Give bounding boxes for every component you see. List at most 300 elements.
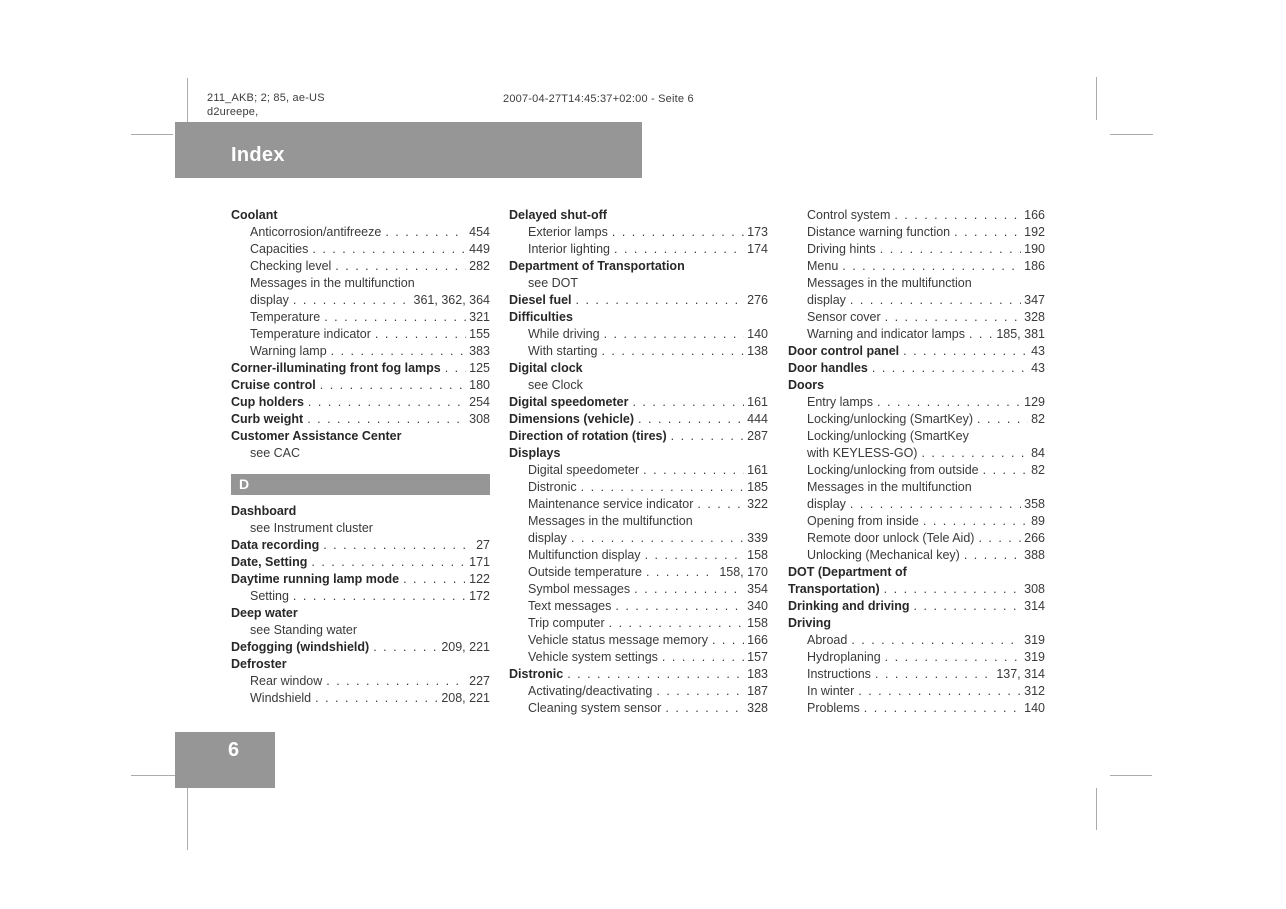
entry-label: see Clock [528,378,583,392]
entry-label: Locking/unlocking from outside [807,463,979,477]
index-entry [788,275,1045,292]
index-entry [788,462,1045,479]
entry-label: Exterior lamps [528,225,608,239]
dot-leader [697,496,744,513]
dot-leader [335,258,466,275]
index-entry [231,605,490,622]
index-entry [788,411,1045,428]
index-entry [788,428,1045,445]
index-entry [231,445,490,462]
entry-page-number: 161 [747,395,768,409]
crop-mark-top-left-h [131,134,173,135]
entry-label: While driving [528,327,600,341]
index-entry [231,428,490,445]
entry-label: Unlocking (Mechanical key) [807,548,960,562]
entry-label: Locking/unlocking (SmartKey) [807,412,974,426]
index-entry [788,632,1045,649]
chapter-title: Index [231,144,285,166]
entry-label: Driving [788,616,832,630]
entry-label: Outside temperature [528,565,642,579]
entry-label: Messages in the multifunction [807,480,972,494]
index-entry [509,411,768,428]
entry-label: Cruise control [231,378,316,392]
dot-leader [638,411,744,428]
entry-label: Corner-illuminating front fog lamps [231,361,441,375]
dot-leader [977,411,1028,428]
index-entry [231,571,490,588]
dot-leader [964,547,1021,564]
dot-leader [312,241,466,258]
entry-label: Department of Transportation [509,259,685,273]
entry-page-number: 129 [1024,395,1045,409]
entry-page-number: 43 [1031,361,1045,375]
entry-page-number: 183 [747,667,768,681]
dot-leader [604,326,745,343]
index-entry [788,615,1045,632]
entry-page-number: 125 [469,361,490,375]
entry-label: Displays [509,446,561,460]
entry-label: Problems [807,701,860,715]
entry-label: Data recording [231,538,320,552]
entry-page-number: 354 [747,582,768,596]
entry-label: Capacities [250,242,309,256]
dot-leader [954,224,1021,241]
dot-leader [872,360,1028,377]
index-entry [509,479,768,496]
entry-label: Daytime running lamp mode [231,572,400,586]
index-entry [788,292,1045,309]
dot-leader [615,598,744,615]
entry-page-number: 138 [747,344,768,358]
entry-page-number: 140 [747,327,768,341]
entry-label: Deep water [231,606,298,620]
entry-page-number: 186 [1024,259,1045,273]
entry-label: Maintenance service indicator [528,497,694,511]
entry-page-number: 161 [747,463,768,477]
entry-page-number: 27 [476,538,490,552]
dot-leader [373,639,438,656]
entry-label: Locking/unlocking (SmartKey [807,429,969,443]
entry-page-number: 361, 362, 364 [413,293,490,307]
dot-leader [601,343,744,360]
index-entry [509,241,768,258]
entry-page-number: 166 [1024,208,1045,222]
index-entry [788,445,1045,462]
dot-leader [320,377,466,394]
crop-mark-bottom-right-h [1110,775,1152,776]
entry-label: Checking level [250,259,332,273]
dot-leader [894,207,1021,224]
dot-leader [567,666,744,683]
entry-page-number: 308 [1024,582,1045,596]
entry-label: Diesel fuel [509,293,572,307]
index-entry [231,343,490,360]
entry-page-number: 254 [469,395,490,409]
entry-page-number: 444 [747,412,768,426]
index-entry [788,224,1045,241]
entry-page-number: 190 [1024,242,1045,256]
index-entry [509,598,768,615]
chapter-title-bar [175,122,642,178]
index-entry [509,394,768,411]
entry-label: with KEYLESS-GO) [807,446,918,460]
crop-mark-bottom-left-h [131,775,175,776]
entry-label: Transportation) [788,582,880,596]
print-meta [207,92,325,119]
dot-leader [445,360,466,377]
entry-page-number: 185 [747,480,768,494]
dot-leader [903,343,1028,360]
entry-page-number: 192 [1024,225,1045,239]
index-entry [788,564,1045,581]
dot-leader [612,224,744,241]
entry-page-number: 185, 381 [996,327,1045,341]
entry-label: Digital clock [509,361,583,375]
entry-page-number: 157 [747,650,768,664]
dot-leader [842,258,1021,275]
entry-label: Interior lighting [528,242,610,256]
entry-page-number: 328 [1024,310,1045,324]
index-entry [509,530,768,547]
entry-label: display [807,293,846,307]
index-entry [509,683,768,700]
entry-label: Entry lamps [807,395,873,409]
index-entry [231,554,490,571]
index-entry [509,564,768,581]
index-entry [231,537,490,554]
dot-leader [671,428,744,445]
entry-label: see Standing water [250,623,358,637]
dot-leader [323,537,473,554]
index-entry [788,547,1045,564]
dot-leader [403,571,466,588]
entry-label: Door control panel [788,344,900,358]
entry-page-number: 155 [469,327,490,341]
index-entry [231,207,490,224]
entry-page-number: 187 [747,684,768,698]
index-entry [509,309,768,326]
entry-label: Messages in the multifunction [528,514,693,528]
dot-leader [665,700,744,717]
index-entry [788,258,1045,275]
index-entry [509,377,768,394]
index-entry [788,683,1045,700]
index-entry [509,581,768,598]
index-entry [509,462,768,479]
entry-page-number: 173 [747,225,768,239]
entry-page-number: 340 [747,599,768,613]
entry-page-number: 266 [1024,531,1045,545]
index-entry [788,377,1045,394]
index-entry [788,343,1045,360]
index-entry [231,411,490,428]
dot-leader [662,649,744,666]
index-entry [231,258,490,275]
index-entry [509,496,768,513]
index-entry [509,445,768,462]
dot-leader [875,666,993,683]
dot-leader [643,462,744,479]
entry-label: Digital speedometer [509,395,629,409]
entry-page-number: 312 [1024,684,1045,698]
entry-label: Direction of rotation (tires) [509,429,667,443]
index-entry [231,275,490,292]
crop-mark-top-left-v [187,78,188,122]
entry-label: Opening from inside [807,514,919,528]
dot-leader [308,394,466,411]
entry-label: Digital speedometer [528,463,640,477]
entry-label: Trip computer [528,616,605,630]
index-entry [509,326,768,343]
index-entry [788,513,1045,530]
dot-leader [864,700,1021,717]
entry-page-number: 209, 221 [441,640,490,654]
entry-page-number: 276 [747,293,768,307]
index-entry [509,547,768,564]
entry-page-number: 122 [469,572,490,586]
index-entry [509,615,768,632]
index-entry [231,292,490,309]
entry-label: Menu [807,259,839,273]
dot-leader [632,394,744,411]
crop-mark-top-right-v [1096,77,1097,120]
entry-page-number: 89 [1031,514,1045,528]
dot-leader [614,241,744,258]
dot-leader [858,683,1021,700]
index-entry [788,207,1045,224]
entry-label: Dashboard [231,504,297,518]
dot-leader [315,690,438,707]
entry-page-number: 172 [469,589,490,603]
dot-leader [311,554,466,571]
entry-page-number: 158 [747,548,768,562]
dot-leader [884,581,1021,598]
index-entry [231,241,490,258]
print-meta-line2: d2ureepe, [207,105,259,118]
index-entry [231,360,490,377]
entry-label: Dimensions (vehicle) [509,412,635,426]
entry-label: Distance warning function [807,225,951,239]
index-entry [788,666,1045,683]
entry-label: Temperature [250,310,321,324]
dot-leader [923,513,1028,530]
entry-label: Rear window [250,674,323,688]
entry-page-number: 287 [747,429,768,443]
index-entry [788,581,1045,598]
entry-label: Cup holders [231,395,304,409]
index-entry [231,588,490,605]
index-entry [231,394,490,411]
crop-mark-bottom-right-v [1096,788,1097,830]
index-entry [231,377,490,394]
entry-page-number: 388 [1024,548,1045,562]
index-entry [788,309,1045,326]
entry-page-number: 158 [747,616,768,630]
entry-label: Multifunction display [528,548,641,562]
entry-label: Remote door unlock (Tele Aid) [807,531,975,545]
dot-leader [850,292,1021,309]
dot-leader [645,547,745,564]
index-entry [509,700,768,717]
dot-leader [885,309,1021,326]
dot-leader [850,496,1021,513]
index-entry [509,275,768,292]
page-number-box [175,732,275,788]
dot-leader [712,632,744,649]
entry-label: see CAC [250,446,301,460]
entry-label: Date, Setting [231,555,308,569]
entry-page-number: 227 [469,674,490,688]
print-timestamp: 2007-04-27T14:45:37+02:00 - Seite 6 [503,93,694,105]
entry-label: display [528,531,567,545]
entry-label: Messages in the multifunction [250,276,415,290]
dot-leader [885,649,1021,666]
entry-page-number: 158, 170 [719,565,768,579]
index-entry [509,258,768,275]
entry-label: Driving hints [807,242,876,256]
index-entry [788,700,1045,717]
dot-leader [307,411,466,428]
index-entry [788,598,1045,615]
entry-label: Hydroplaning [807,650,881,664]
entry-page-number: 454 [469,225,490,239]
page-number: 6 [228,739,240,761]
dot-leader [656,683,744,700]
index-entry [788,326,1045,343]
entry-label: Windshield [250,691,312,705]
entry-label: Vehicle system settings [528,650,658,664]
dot-leader [983,462,1028,479]
index-entry [231,639,490,656]
entry-page-number: 140 [1024,701,1045,715]
entry-label: Customer Assistance Center [231,429,402,443]
index-entry [509,666,768,683]
entry-label: Difficulties [509,310,573,324]
entry-label: Activating/deactivating [528,684,653,698]
index-entry [509,513,768,530]
entry-label: Anticorrosion/antifreeze [250,225,382,239]
dot-leader [326,673,466,690]
dot-leader [375,326,466,343]
dot-leader [646,564,716,581]
dot-leader [571,530,744,547]
entry-label: Temperature indicator [250,327,371,341]
dot-leader [880,241,1021,258]
entry-page-number: 322 [747,497,768,511]
entry-page-number: 180 [469,378,490,392]
entry-label: Curb weight [231,412,304,426]
dot-leader [634,581,744,598]
entry-label: see Instrument cluster [250,521,373,535]
index-entry [509,292,768,309]
dot-leader [877,394,1021,411]
entry-page-number: 319 [1024,650,1045,664]
entry-page-number: 358 [1024,497,1045,511]
index-entry [509,360,768,377]
entry-label: Cleaning system sensor [528,701,662,715]
index-entry [231,224,490,241]
entry-page-number: 383 [469,344,490,358]
dot-leader [576,292,745,309]
entry-page-number: 174 [747,242,768,256]
index-entry [509,343,768,360]
entry-label: see DOT [528,276,579,290]
index-entry [788,479,1045,496]
entry-label: Messages in the multifunction [807,276,972,290]
entry-label: Drinking and driving [788,599,910,613]
index-entry [788,360,1045,377]
entry-page-number: 328 [747,701,768,715]
index-entry [509,224,768,241]
entry-page-number: 347 [1024,293,1045,307]
entry-page-number: 166 [747,633,768,647]
index-entry [509,428,768,445]
index-entry [788,241,1045,258]
entry-label: display [807,497,846,511]
entry-page-number: 449 [469,242,490,256]
entry-label: Abroad [807,633,848,647]
entry-label: Sensor cover [807,310,881,324]
entry-label: Distronic [509,667,564,681]
index-entry [788,394,1045,411]
print-meta-line1: 211_AKB; 2; 85, ae-US [207,92,325,104]
entry-label: Warning and indicator lamps [807,327,965,341]
dot-leader [324,309,466,326]
index-entry [231,673,490,690]
entry-label: Coolant [231,208,278,222]
entry-label: Text messages [528,599,612,613]
index-entry [231,520,490,537]
dot-leader [914,598,1022,615]
dot-leader [331,343,466,360]
crop-mark-top-right-h [1110,134,1153,135]
dot-leader [921,445,1028,462]
dot-leader [969,326,993,343]
entry-label: Setting [250,589,289,603]
dot-leader [609,615,744,632]
entry-page-number: 319 [1024,633,1045,647]
entry-label: Door handles [788,361,868,375]
index-entry [231,326,490,343]
entry-label: Delayed shut-off [509,208,607,222]
index-entry [509,207,768,224]
entry-page-number: 82 [1031,412,1045,426]
crop-mark-bottom-left-v [187,788,188,850]
entry-label: Distronic [528,480,577,494]
entry-page-number: 314 [1024,599,1045,613]
entry-label: Instructions [807,667,871,681]
index-entry [231,309,490,326]
entry-label: In winter [807,684,855,698]
entry-label: Warning lamp [250,344,327,358]
index-entry [231,656,490,673]
index-entry [231,503,490,520]
entry-label: Symbol messages [528,582,631,596]
entry-page-number: 171 [469,555,490,569]
index-entry [231,690,490,707]
entry-label: Doors [788,378,825,392]
entry-page-number: 84 [1031,446,1045,460]
index-entry [788,530,1045,547]
entry-page-number: 137, 314 [996,667,1045,681]
entry-label: Vehicle status message memory [528,633,708,647]
entry-label: Defroster [231,657,287,671]
entry-label: display [250,293,289,307]
dot-leader [293,292,411,309]
index-entry [509,632,768,649]
entry-page-number: 321 [469,310,490,324]
entry-label: With starting [528,344,598,358]
